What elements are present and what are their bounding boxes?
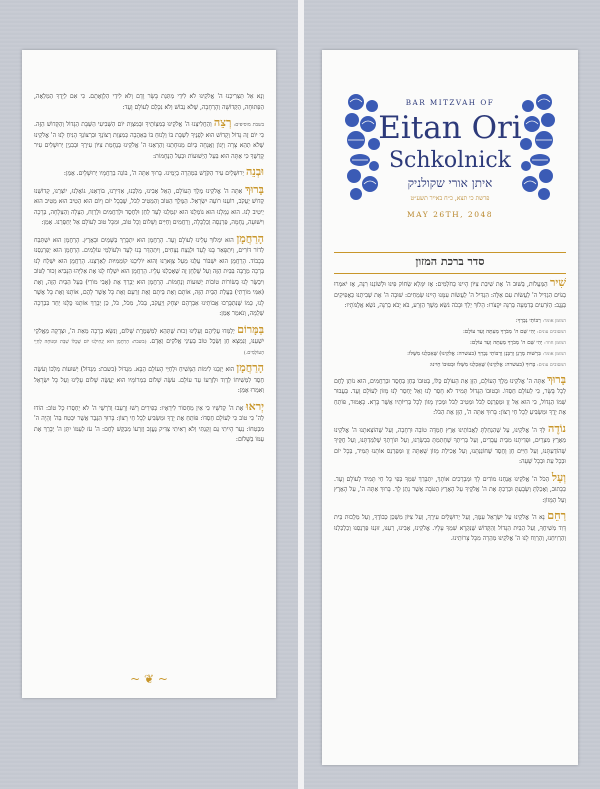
flourish-ornament: ~ ❦ ~ <box>130 672 168 686</box>
paragraph-text: אַתָּה ה' אֱלֹקֵינוּ מֶלֶךְ הָעוֹלָם, הָאֵל אָבִינוּ, מַלְכֵּנוּ, אַדִּירֵנוּ, בּוֹרְאֵנוּ, גּוֹאֲלֵנוּ, יוֹצְרֵנוּ, קְדוֹשֵׁנוּ קְדוֹשׁ יַעֲקֹב, רוֹעֵנוּ רוֹעֵה יִשְׂרָאֵל. הַמֶּלֶךְ הַטּוֹב וְהַמֵּטִיב לַכֹּל, שֶׁבְּכָל יוֹם וָיוֹם הוּא הֵטִיב הוּא מֵטִיב הוּא יֵיטִיב לָנוּ. הוּא גְמָלָנוּ הוּא גוֹמְלֵנוּ הוּא יִגְמְלֵנוּ לָעַד לְחֵן וּלְחֶסֶד וּלְרַחֲמִים וּלְרֶוַח, הַצָּלָה וְהַצְלָחָה, בְּרָכָה וִישׁוּעָה, נֶחָמָה, פַּרְנָסָה וְכַלְכָּלָה, וְרַחֲמִים וְחַיִּים וְשָׁלוֹם וְכָל טוֹב, וּמִכָּל טוּב לְעוֹלָם אַל יְחַסְּרֵנוּ. אָמֵן: <box>34 187 264 226</box>
bentcher-back-page <box>22 50 276 698</box>
paragraph-intro <box>34 92 264 113</box>
paragraph-text: וְהַחֲלִיצֵנוּ ה' אֱלֹקֵינוּ בְּמִצְוֹתֶיךָ וּבְמִצְוַת יוֹם הַשְּׁבִיעִי הַשַּׁבָּת הַגָּדוֹל וְהַקָּדוֹשׁ הַזֶּה. כִּי יוֹם זֶה גָּדוֹל וְקָדוֹשׁ הוּא לְפָנֶיךָ לִשְׁבָּת בּוֹ וְלָנוּחַ בּוֹ בְּאַהֲבָה כְּמִצְוַת רְצוֹנֶךָ וּבִרְצוֹנְךָ הָנִיחַ לָנוּ ה' אֱלֹקֵינוּ שֶׁלֹּא תְהֵא צָרָה וְיָגוֹן וַאֲנָחָה בְּיוֹם מְנוּחָתֵנוּ וְהַרְאֵנוּ ה' אֱלֹקֵינוּ בְּנֶחָמַת צִיּוֹן עִירֶךָ וּבְבִנְיַן יְרוּשָׁלַיִם עִיר קָדְשֶׁךָ כִּי אַתָּה הוּא בַּעַל הַיְשׁוּעוֹת וּבַעַל הַנֶּחָמוֹת: <box>34 121 264 160</box>
zimun-text: רַבּוֹתַי נְבָרֵךְ: <box>515 317 541 324</box>
lead-word: בַּמָּרוֹם <box>237 322 264 336</box>
lead-word: וּבְנֵה <box>245 165 264 178</box>
zimun-line <box>334 317 566 326</box>
zimun-text: בָּרוּךְ (בעשרה: אֱלֹקֵינוּ) שֶׁאָכַלְנוּ מִשֶּׁלּוֹ וּבְטוּבוֹ חָיִינוּ: <box>429 361 536 368</box>
lead-word: הָרַחֲמָן <box>236 361 264 374</box>
paragraph-text: אַתָּה ה' אֱלֹקֵינוּ מֶלֶךְ הָעוֹלָם, הַזָּן אֶת הָעוֹלָם כֻּלּוֹ, בְּטוּבוֹ בְּחֵן בְּחֶסֶד וּבְרַחֲמִים, הוּא נוֹתֵן לֶחֶם לְכָל בָּשָׂר, כִּי לְעוֹלָם חַסְדּוֹ. וּבְטוּבוֹ הַגָּדוֹל תָּמִיד לֹא חָסַר לָנוּ וְאַל יֶחְסַר לָנוּ מָזוֹן לְעוֹלָם וָעֶד. בַּעֲבוּר שְׁמוֹ הַגָּדוֹל, כִּי הוּא אֵל זָן וּמְפַרְנֵס לַכֹּל וּמֵטִיב לַכֹּל וּמֵכִין מָזוֹן לְכָל בְּרִיּוֹתָיו אֲשֶׁר בָּרָא. כָּאָמוּר, פּוֹתֵחַ אֶת יָדֶךָ וּמַשְׂבִּיעַ לְכָל חַי רָצוֹן: בָּרוּךְ אַתָּה ה', הַזָּן אֶת הַכֹּל: <box>334 377 566 416</box>
lead-word: בָּרוּךְ <box>245 182 264 196</box>
shabbat-note: בשבת מוסיפים: <box>233 122 265 128</box>
bentcher-front-page <box>322 50 578 765</box>
lead-word: נוֹדֶה <box>548 421 567 435</box>
zimun-text: יְהִי שֵׁם ה' מְבֹרָךְ מֵעַתָּה וְעַד עוֹלָם: <box>462 328 536 335</box>
lead-word: בָּרוּךְ <box>547 372 567 386</box>
center-divider <box>298 0 304 789</box>
paragraph-baruch <box>34 182 264 229</box>
shabbat-note: (בשבת: הָרַחֲמָן הוּא יַנְחִילֵנוּ יוֹם שֶׁכֻּלּוֹ שַׁבָּת וּמְנוּחָה לְחַיֵּי הָעוֹלָמִים.) <box>34 339 264 356</box>
paragraph-text: לְּךָ ה' אֱלֹקֵינוּ, עַל שֶׁהִנְחַלְתָּ לַאֲבוֹתֵינוּ אֶרֶץ חֶמְדָּה טוֹבָה וּרְחָבָה, וְעַל שֶׁהוֹצֵאתָנוּ ה' אֱלֹקֵינוּ מֵאֶרֶץ מִצְרַיִם, וּפְדִיתָנוּ מִבֵּית עֲבָדִים, וְעַל בְּרִיתְךָ שֶׁחָתַמְתָּ בִּבְשָׂרֵנוּ, וְעַל תּוֹרָתְךָ שֶׁלִּמַּדְתָּנוּ, וְעַל חֻקֶּיךָ שֶׁהוֹדַעְתָּנוּ, וְעַל חַיִּים חֵן וָחֶסֶד שֶׁחוֹנַנְתָּנוּ, וְעַל אֲכִילַת מָזוֹן שָׁאַתָּה זָן וּמְפַרְנֵס אוֹתָנוּ תָּמִיד, בְּכָל יוֹם וּבְכָל עֵת וּבְכָל שָׁעָה: <box>334 426 566 465</box>
cover-parsha: פרשת כי תצא, כ״ח באייר תשע״ט <box>410 195 490 202</box>
lead-word: הָרַחֲמָן <box>236 231 265 245</box>
section-title-bar <box>334 246 566 278</box>
paragraph-text: וְנָא אַל תַּצְרִיכֵנוּ ה' אֱלֹקֵינוּ לֹא לִידֵי מַתְּנַת בָּשָׂר וָדָם וְלֹא לִידֵי הַלְוָאָתָם. כִּי אִם לְיָדְךָ הַמְּלֵאָה, הַפְּתוּחָה, הַקְּדוֹשָׁה וְהָרְחָבָה, שֶׁלֹּא נֵבוֹשׁ וְלֹא נִכָּלֵם לְעוֹלָם וָעֶד: <box>34 93 264 111</box>
paragraph-yiru <box>34 399 265 446</box>
paragraph-nodeh <box>334 421 567 468</box>
paragraph-bamarom <box>34 322 265 359</box>
lead-word: רַחֵם <box>547 509 566 522</box>
zimun-role: המזמן אומר: <box>542 318 566 324</box>
lead-word: רְצֵה <box>213 116 232 129</box>
cover-hebrew-name: איתן אורי שקולניק <box>407 176 493 190</box>
zimun-role: המסובים עונים: <box>536 362 566 368</box>
section-title: סדר ברכת המזון <box>415 255 485 268</box>
lead-word: וְעַל <box>551 470 566 484</box>
paragraph-text: הַמַּעֲלוֹת, בְּשׁוּב ה' אֶת שִׁיבַת צִיּוֹן הָיִינוּ כְּחֹלְמִים: אָז יִמָּלֵא שְׂחוֹק פִּינוּ וּלְשׁוֹנֵנוּ רִנָּה, אָז יֹאמְרוּ בַגּוֹיִם הִגְדִּיל ה' לַעֲשׂוֹת עִם אֵלֶּה: הִגְדִּיל ה' לַעֲשׂוֹת עִמָּנוּ הָיִינוּ שְׂמֵחִים: שׁוּבָה ה' אֶת שְׁבִיתֵנוּ כַּאֲפִיקִים בַּנֶּגֶב: הַזֹּרְעִים בְּדִמְעָה בְּרִנָּה יִקְצֹרוּ: הָלוֹךְ יֵלֵךְ וּבָכֹה נֹשֵׂא מֶשֶׁךְ הַזָּרַע, בֹּא יָבֹא בְרִנָּה, נֹשֵׂא אֲלֻמֹּתָיו: <box>334 281 566 309</box>
cover-date: MAY 26TH, 2048 <box>406 210 494 219</box>
zimun-role: המסובים עונים: <box>536 329 566 335</box>
paragraph-retzei <box>34 118 264 162</box>
zimun-role: המזמן חוזר: <box>544 340 566 346</box>
cover-name-first: Eitan Ori <box>378 110 522 146</box>
paragraph-uvnei <box>34 167 264 180</box>
paragraph-harachaman <box>34 231 265 320</box>
paragraph-text: יְרוּשָׁלַיִם עִיר הַקֹּדֶשׁ בִּמְהֵרָה בְיָמֵינוּ. בָּרוּךְ אַתָּה ה', בּוֹנֵה בְרַחֲמָיו יְרוּשָׁלָיִם. אָמֵן: <box>63 170 245 177</box>
paragraph-harachaman-2 <box>34 363 264 397</box>
lead-word: שִׁיר <box>549 276 567 289</box>
zimun-line <box>334 361 566 370</box>
cover-name-last: Schkolnick <box>388 148 512 173</box>
zimun-line <box>334 350 566 359</box>
cover-header <box>334 50 566 240</box>
zimun-line <box>334 339 566 348</box>
cover-subtitle: BAR MITZVAH OF <box>405 98 495 107</box>
zimun-text: בִּרְשׁוּת מָרָנָן וְרַבָּנָן וְרַבּוֹתַי נְבָרֵךְ (בעשרה: אֱלֹקֵינוּ) שֶׁאָכַלְנוּ מִשֶּׁלּוֹ: <box>407 350 541 357</box>
paragraph-baruch <box>334 372 567 419</box>
paragraph-text: אֶת ה' קְדֹשָׁיו כִּי אֵין מַחְסוֹר לִירֵאָיו: כְּפִירִים רָשׁוּ וְרָעֵבוּ וְדֹרְשֵׁי ה' לֹא יַחְסְרוּ כָל טוֹב: הוֹדוּ לַה' כִּי טוֹב כִּי לְעוֹלָם חַסְדּוֹ: פּוֹתֵחַ אֶת יָדֶךָ וּמַשְׂבִּיעַ לְכָל חַי רָצוֹן: בָּרוּךְ הַגֶּבֶר אֲשֶׁר יִבְטַח בַּה' וְהָיָה ה' מִבְטַחוֹ: נַעַר הָיִיתִי גַּם זָקַנְתִּי וְלֹא רָאִיתִי צַדִּיק נֶעֱזָב וְזַרְעוֹ מְבַקֶּשׁ לָחֶם: ה' עֹז לְעַמּוֹ יִתֵּן ה' יְבָרֵךְ אֶת עַמּוֹ בַשָּׁלוֹם: <box>34 404 264 443</box>
paragraph-rachem <box>334 511 566 545</box>
zimun-text: יְהִי שֵׁם ה' מְבֹרָךְ מֵעַתָּה וְעַד עוֹלָם: <box>470 339 543 346</box>
paragraph-text: הוּא יִמְלוֹךְ עָלֵינוּ לְעוֹלָם וָעֶד. הָרַחֲמָן הוּא יִתְבָּרַךְ בַּשָּׁמַיִם וּבָאָרֶץ. הָרַחֲמָן הוּא יִשְׁתַּבַּח לְדוֹר דּוֹרִים, וְיִתְפָּאַר בָּנוּ לָעַד וּלְנֵצַח נְצָחִים, וְיִתְהַדַּר בָּנוּ לָעַד וּלְעוֹלְמֵי עוֹלָמִים. הָרַחֲמָן הוּא יְפַרְנְסֵנוּ בְּכָבוֹד. הָרַחֲמָן הוּא יִשְׁבּוֹר עֻלֵּנוּ מֵעַל צַוָּארֵנוּ וְהוּא יוֹלִיכֵנוּ קוֹמְמִיּוּת לְאַרְצֵנוּ. הָרַחֲמָן הוּא יִשְׁלַח לָנוּ בְּרָכָה מְרֻבָּה בַּבַּיִת הַזֶּה וְעַל שֻׁלְחָן זֶה שֶׁאָכַלְנוּ עָלָיו. הָרַחֲמָן הוּא יִשְׁלַח לָנוּ אֶת אֵלִיָּהוּ הַנָּבִיא זָכוּר לַטּוֹב וִיבַשֶּׂר לָנוּ בְּשׂוֹרוֹת טוֹבוֹת יְשׁוּעוֹת וְנֶחָמוֹת. הָרַחֲמָן הוּא יְבָרֵךְ אֶת (אָבִי מוֹרִי) בַּעַל הַבַּיִת הַזֶּה, וְאֶת (אִמִּי מוֹרָתִי) בַּעֲלַת הַבַּיִת הַזֶּה, אוֹתָם וְאֶת בֵּיתָם וְאֶת זַרְעָם וְאֶת כָּל אֲשֶׁר לָהֶם, אוֹתָנוּ וְאֶת כָּל אֲשֶׁר לָנוּ, כְּמוֹ שֶׁנִּתְבָּרְכוּ אֲבוֹתֵינוּ אַבְרָהָם יִצְחָק וְיַעֲקֹב, בַּכֹּל, מִכֹּל, כֹּל, כֵּן יְבָרֵךְ אוֹתָנוּ כֻּלָּנוּ יַחַד בִּבְרָכָה שְׁלֵמָה, וְנֹאמַר אָמֵן: <box>34 236 264 317</box>
paragraph-text: הוּא יְזַכֵּנוּ לִימוֹת הַמָּשִׁיחַ וּלְחַיֵּי הָעוֹלָם הַבָּא. מִגְדּוֹל (בשבת: מִגְדּוֹל) יְשׁוּעוֹת מַלְכּוֹ וְעֹשֶׂה חֶסֶד לִמְשִׁיחוֹ לְדָוִד וּלְזַרְעוֹ עַד עוֹלָם. עֹשֶׂה שָׁלוֹם בִּמְרוֹמָיו הוּא יַעֲשֶׂה שָׁלוֹם עָלֵינוּ וְעַל כָּל יִשְׂרָאֵל וְאִמְרוּ אָמֵן: <box>34 366 264 394</box>
zimun-line <box>334 328 566 337</box>
paragraph-text: הַכֹּל ה' אֱלֹקֵינוּ אֲנַחְנוּ מוֹדִים לָךְ וּמְבָרְכִים אוֹתָךְ, יִתְבָּרַךְ שִׁמְךָ בְּפִי כָּל חַי תָּמִיד לְעוֹלָם וָעֶד. כַּכָּתוּב, וְאָכַלְתָּ וְשָׂבָעְתָּ וּבֵרַכְתָּ אֶת ה' אֱלֹקֶיךָ עַל הָאָרֶץ הַטֹּבָה אֲשֶׁר נָתַן לָךְ. בָּרוּךְ אַתָּה ה', עַל הָאָרֶץ וְעַל הַמָּזוֹן: <box>334 475 566 504</box>
paragraph-shir <box>334 278 566 312</box>
zimun-role: המזמן אומר: <box>542 351 566 357</box>
paragraph-text: נָא ה' אֱלֹקֵינוּ עַל יִשְׂרָאֵל עַמֶּךָ, וְעַל יְרוּשָׁלַיִם עִירֶךָ, וְעַל צִיּוֹן מִשְׁכַּן כְּבוֹדֶךָ, וְעַל מַלְכוּת בֵּית דָּוִד מְשִׁיחֶךָ, וְעַל הַבַּיִת הַגָּדוֹל וְהַקָּדוֹשׁ שֶׁנִּקְרָא שִׁמְךָ עָלָיו. אֱלֹקֵינוּ, אָבִינוּ, רְעֵנוּ, זוּנֵנוּ פַּרְנְסֵנוּ וְכַלְכְּלֵנוּ וְהַרְוִיחֵנוּ, וְהַרְוַח לָנוּ ה' אֱלֹקֵינוּ מְהֵרָה מִכָּל צָרוֹתֵינוּ. <box>334 514 566 542</box>
paragraph-text: יְלַמְּדוּ עֲלֵיהֶם וְעָלֵינוּ זְכוּת שֶׁתְּהֵא לְמִשְׁמֶרֶת שָׁלוֹם, וְנִשָּׂא בְרָכָה מֵאֵת ה', וּצְדָקָה מֵאֱלֹקֵי יִשְׁעֵנוּ, וְנִמְצָא חֵן וְשֵׂכֶל טוֹב בְּעֵינֵי אֱלֹקִים וְאָדָם. <box>34 327 265 345</box>
lead-word: יְראוּ <box>245 399 265 413</box>
paragraph-veal <box>334 470 566 507</box>
